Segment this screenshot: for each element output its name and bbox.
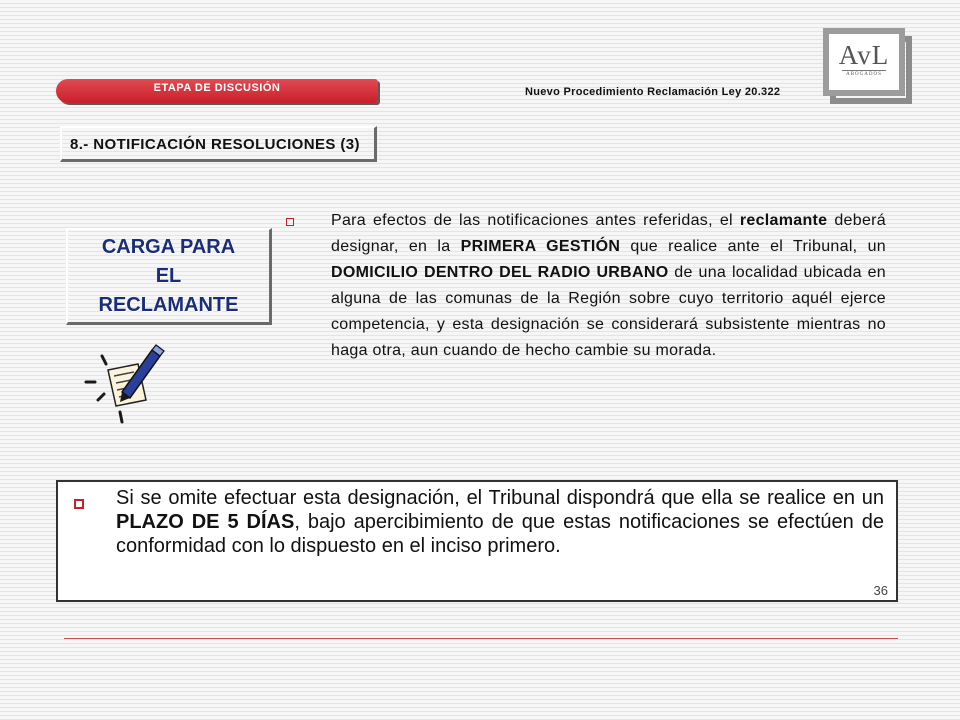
para2-bold-1: PLAZO DE 5 DÍAS (116, 511, 295, 533)
para1-text-3: que realice ante el Tribunal, un (620, 238, 886, 255)
para1-text-1: Para efectos de las notificaciones antes referidas, el (331, 212, 740, 229)
procedure-subtitle: Nuevo Procedimiento Reclamación Ley 20.322 (525, 86, 781, 98)
square-bullet-icon (74, 499, 84, 509)
callout-line-1: CARGA PARA (101, 236, 236, 258)
para2-text-1: Si se omite efectuar esta designación, el Tribunal dispondrá que ella se realice en un (116, 487, 884, 509)
callout-box (66, 228, 272, 325)
para1-text-2: deberá designar, en la (331, 212, 886, 255)
footer-divider (64, 638, 898, 639)
callout-line-2: EL (155, 265, 182, 287)
page-number: 36 (873, 583, 888, 598)
logo-text: AvL (838, 40, 890, 70)
section-title: 8.- NOTIFICACIÓN RESOLUCIONES (3) (60, 126, 377, 162)
paragraph-domicile (331, 208, 886, 364)
para1-bold-3: DOMICILIO DENTRO DEL RADIO URBANO (331, 264, 669, 281)
para1-text-4: de una localidad ubicada en alguna de las comunas de la Región sobre cuyo territorio aquél ejerce competencia, y esta designación se considerará subsistente mientras no haga otra, aun cuando de hecho cambie su morada. (331, 264, 886, 359)
designation-notice-box (56, 480, 898, 602)
stage-label: ETAPA DE DISCUSIÓN (56, 79, 378, 103)
paragraph-omission (116, 486, 884, 558)
callout-line-3: RECLAMANTE (98, 294, 239, 316)
para2-text-2: , bajo apercibimiento de que estas notificaciones se efectúen de conformidad con lo dispuesto en el inciso primero. (116, 511, 884, 557)
note-with-pen-icon (82, 342, 172, 432)
firm-logo (823, 28, 905, 96)
para1-bold-1: reclamante (739, 212, 828, 229)
para1-bold-2: PRIMERA GESTIÓN (460, 238, 621, 255)
square-bullet-icon (286, 218, 294, 226)
logo-subtext: ABOGADOS (842, 70, 886, 77)
